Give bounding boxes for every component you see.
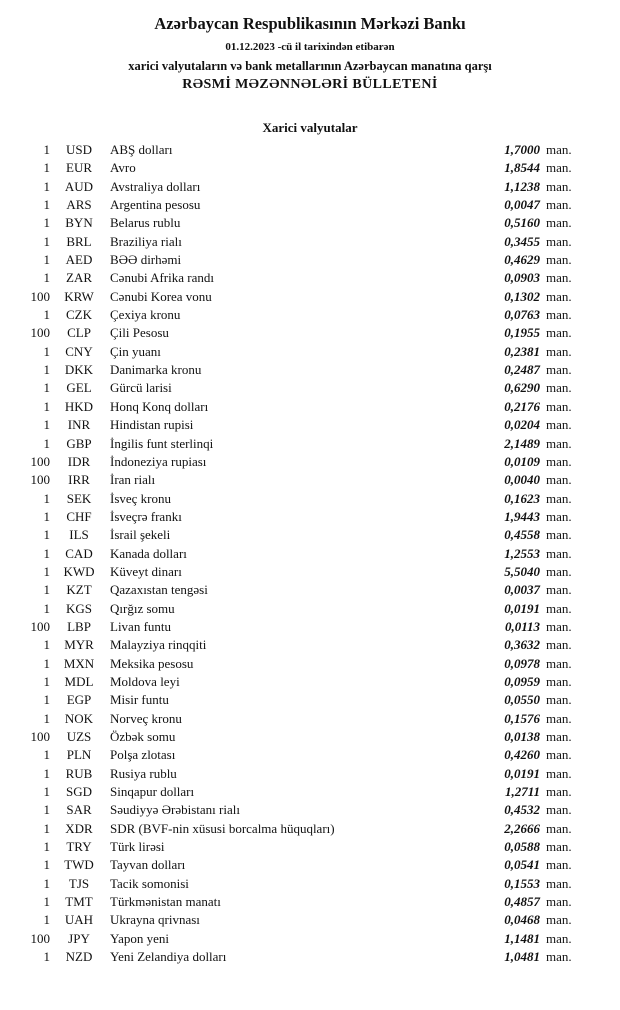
unit-label: man. <box>546 288 572 304</box>
rate-value: 2,2666 <box>504 820 540 836</box>
currency-name: Avstraliya dolları <box>110 178 201 194</box>
unit-label: man. <box>546 453 572 469</box>
currency-name: Belarus rublu <box>110 215 181 231</box>
rate-quantity: 100 <box>30 930 50 946</box>
unit-label: man. <box>546 508 572 524</box>
currency-code: CZK <box>66 307 92 323</box>
rate-quantity: 1 <box>43 894 50 910</box>
rate-quantity: 100 <box>30 453 50 469</box>
unit-label: man. <box>546 820 572 836</box>
unit-label: man. <box>546 692 572 708</box>
currency-name: Çili Pesosu <box>110 325 169 341</box>
table-row <box>24 508 588 526</box>
rate-value: 0,1553 <box>504 875 540 891</box>
rate-quantity: 1 <box>43 765 50 781</box>
currency-name: Kanada dolları <box>110 545 187 561</box>
table-row <box>24 471 588 489</box>
unit-label: man. <box>546 472 572 488</box>
table-row <box>24 361 588 379</box>
currency-name: Səudiyyə Ərəbistanı rialı <box>110 802 240 818</box>
currency-code: KWD <box>63 563 95 579</box>
unit-label: man. <box>546 839 572 855</box>
currency-name: İndoneziya rupiası <box>110 453 207 469</box>
rate-value: 1,2553 <box>504 545 540 561</box>
currency-code: CNY <box>65 343 93 359</box>
table-row <box>24 379 588 397</box>
table-row <box>24 141 588 159</box>
rate-quantity: 1 <box>43 233 50 249</box>
currency-code: TWD <box>64 857 94 873</box>
currency-code: UAH <box>64 912 94 928</box>
currency-name: Malayziya rinqqiti <box>110 637 207 653</box>
table-row <box>24 269 588 287</box>
table-row <box>24 618 588 636</box>
currency-code: SEK <box>66 490 92 506</box>
rate-value: 0,0047 <box>504 197 540 213</box>
rate-quantity: 1 <box>43 563 50 579</box>
rate-quantity: 1 <box>43 307 50 323</box>
rate-value: 0,4629 <box>504 252 540 268</box>
rate-quantity: 1 <box>43 582 50 598</box>
currency-name: Norveç kronu <box>110 710 182 726</box>
rate-value: 0,5160 <box>504 215 540 231</box>
rate-value: 2,1489 <box>504 435 540 451</box>
rate-quantity: 1 <box>43 398 50 414</box>
rate-quantity: 1 <box>43 160 50 176</box>
rate-value: 0,0191 <box>504 600 540 616</box>
currency-name: Tayvan dolları <box>110 857 186 873</box>
rate-quantity: 1 <box>43 435 50 451</box>
currency-code: KRW <box>64 288 94 304</box>
rate-quantity: 1 <box>43 655 50 671</box>
rate-quantity: 100 <box>30 618 50 634</box>
unit-label: man. <box>546 894 572 910</box>
currency-name: Qazaxıstan tengəsi <box>110 582 208 598</box>
rate-value: 0,0763 <box>504 307 540 323</box>
rate-quantity: 1 <box>43 362 50 378</box>
rate-value: 0,4558 <box>504 527 540 543</box>
rate-value: 0,0037 <box>504 582 540 598</box>
rate-value: 0,0113 <box>504 618 540 634</box>
currency-code: MXN <box>63 655 95 671</box>
rate-quantity: 1 <box>43 949 50 965</box>
unit-label: man. <box>546 233 572 249</box>
currency-name: SDR (BVF-nin xüsusi borcalma hüquqları) <box>110 820 335 836</box>
currency-code: RUB <box>65 765 93 781</box>
rate-quantity: 1 <box>43 215 50 231</box>
table-row <box>24 398 588 416</box>
rate-quantity: 1 <box>43 545 50 561</box>
rate-value: 0,4532 <box>504 802 540 818</box>
table-row <box>24 453 588 471</box>
rate-quantity: 1 <box>43 875 50 891</box>
currency-code: EUR <box>66 160 92 176</box>
currency-name: Sinqapur dolları <box>110 784 195 800</box>
table-row <box>24 435 588 453</box>
rate-quantity: 1 <box>43 142 50 157</box>
currency-name: Livan funtu <box>110 618 172 634</box>
unit-label: man. <box>546 747 572 763</box>
table-row <box>24 343 588 361</box>
unit-label: man. <box>546 949 572 965</box>
rate-quantity: 1 <box>43 673 50 689</box>
table-row <box>24 214 588 232</box>
table-row <box>24 306 588 324</box>
currency-code: SGD <box>65 784 92 800</box>
table-row <box>24 746 588 764</box>
currency-name: Qırğız somu <box>110 600 175 616</box>
currency-code: ZAR <box>66 270 92 286</box>
currency-code: KGS <box>65 600 92 616</box>
unit-label: man. <box>546 380 572 396</box>
table-row <box>24 251 588 269</box>
unit-label: man. <box>546 784 572 800</box>
rate-quantity: 1 <box>43 508 50 524</box>
currency-code: LBP <box>67 618 91 634</box>
table-row <box>24 838 588 856</box>
rate-value: 0,2381 <box>504 343 540 359</box>
rate-quantity: 100 <box>30 288 50 304</box>
effective-date-line: 01.12.2023 -cü il tarixindən etibarən <box>225 41 395 53</box>
rate-value: 1,9443 <box>504 508 540 524</box>
table-row <box>24 196 588 214</box>
rate-value: 0,0109 <box>504 453 540 469</box>
table-row <box>24 673 588 691</box>
currency-name: Cənubi Afrika randı <box>110 270 214 286</box>
currency-name: Özbək somu <box>110 729 176 744</box>
table-row <box>24 636 588 654</box>
unit-label: man. <box>546 930 572 946</box>
unit-label: man. <box>546 618 572 634</box>
table-row <box>24 581 588 599</box>
rate-value: 0,1955 <box>504 325 540 341</box>
unit-label: man. <box>546 527 572 543</box>
currency-name: Argentina pesosu <box>110 197 201 213</box>
currency-name: İran rialı <box>110 472 156 488</box>
currency-code: IRR <box>68 472 90 488</box>
rate-value: 1,1481 <box>504 930 540 946</box>
rate-value: 0,0040 <box>504 472 540 488</box>
currency-name: Tacik somonisi <box>110 875 189 891</box>
currency-name: Hindistan rupisi <box>110 417 194 433</box>
rate-value: 0,3632 <box>504 637 540 653</box>
table-row <box>24 490 588 508</box>
currency-code: KZT <box>66 582 92 598</box>
table-row <box>24 728 588 746</box>
unit-label: man. <box>546 252 572 268</box>
currency-code: CHF <box>66 508 92 524</box>
currency-name: Türkmənistan manatı <box>110 894 221 910</box>
document-subtitle: xarici valyutaların və bank metallarının Azərbaycan manatına qarşı <box>128 59 492 73</box>
currency-code: TRY <box>66 839 92 855</box>
unit-label: man. <box>546 857 572 873</box>
table-row <box>24 820 588 838</box>
rate-quantity: 1 <box>43 784 50 800</box>
unit-label: man. <box>546 362 572 378</box>
unit-label: man. <box>546 600 572 616</box>
rate-value: 0,0204 <box>504 417 540 433</box>
rate-value: 0,0978 <box>504 655 540 671</box>
unit-label: man. <box>546 160 572 176</box>
unit-label: man. <box>546 490 572 506</box>
rate-quantity: 1 <box>43 710 50 726</box>
currency-code: XDR <box>65 820 93 836</box>
rate-quantity: 1 <box>43 527 50 543</box>
table-row <box>24 930 588 948</box>
rate-quantity: 1 <box>43 380 50 396</box>
currency-code: GEL <box>66 380 92 396</box>
rate-quantity: 1 <box>43 747 50 763</box>
rates-table <box>0 139 620 966</box>
unit-label: man. <box>546 582 572 598</box>
table-row <box>24 801 588 819</box>
currency-name: Yapon yeni <box>110 930 169 946</box>
currency-name: Küveyt dinarı <box>110 563 182 579</box>
currency-name: Meksika pesosu <box>110 655 194 671</box>
currency-name: Yeni Zelandiya dolları <box>110 949 227 965</box>
unit-label: man. <box>546 343 572 359</box>
rate-quantity: 100 <box>30 325 50 341</box>
currency-code: TJS <box>68 875 90 891</box>
unit-label: man. <box>546 802 572 818</box>
rate-quantity: 1 <box>43 857 50 873</box>
rate-quantity: 1 <box>43 270 50 286</box>
table-row <box>24 710 588 728</box>
currency-code: DKK <box>64 362 94 378</box>
rate-value: 0,0138 <box>504 729 540 744</box>
currency-name: Çexiya kronu <box>110 307 181 323</box>
unit-label: man. <box>546 197 572 213</box>
table-row <box>24 856 588 874</box>
currency-code: AUD <box>64 178 94 194</box>
table-row <box>24 178 588 196</box>
currency-name: Türk lirəsi <box>110 839 165 855</box>
rate-value: 0,2487 <box>504 362 540 378</box>
table-row <box>24 765 588 783</box>
rate-quantity: 1 <box>43 197 50 213</box>
unit-label: man. <box>546 710 572 726</box>
rate-value: 0,0191 <box>504 765 540 781</box>
rate-quantity: 1 <box>43 692 50 708</box>
unit-label: man. <box>546 655 572 671</box>
currency-code: NZD <box>65 949 93 965</box>
table-row <box>24 563 588 581</box>
unit-label: man. <box>546 417 572 433</box>
currency-code: GBP <box>66 435 92 451</box>
rate-quantity: 1 <box>43 343 50 359</box>
currency-name: Honq Konq dolları <box>110 398 209 414</box>
table-row <box>24 691 588 709</box>
unit-label: man. <box>546 307 572 323</box>
currency-name: Gürcü larisi <box>110 380 172 396</box>
unit-label: man. <box>546 875 572 891</box>
currency-code: AED <box>65 252 93 268</box>
rate-value: 1,1238 <box>504 178 540 194</box>
currency-name: Avro <box>110 160 136 176</box>
rate-value: 0,3455 <box>504 233 540 249</box>
currency-name: Braziliya rialı <box>110 233 182 249</box>
unit-label: man. <box>546 325 572 341</box>
currency-name: İsrail şekeli <box>110 527 171 543</box>
unit-label: man. <box>546 563 572 579</box>
rate-value: 5,5040 <box>504 563 540 579</box>
currency-name: İsveç kronu <box>110 490 172 506</box>
table-row <box>24 600 588 618</box>
rate-value: 0,4260 <box>504 747 540 763</box>
document-header <box>0 14 620 93</box>
rate-quantity: 1 <box>43 417 50 433</box>
table-row <box>24 911 588 929</box>
table-row <box>24 416 588 434</box>
unit-label: man. <box>546 398 572 414</box>
rate-value: 0,0541 <box>504 857 540 873</box>
rate-value: 0,0903 <box>504 270 540 286</box>
currency-code: BYN <box>65 215 93 231</box>
currency-code: PLN <box>66 747 92 763</box>
table-row <box>24 324 588 342</box>
currency-name: İngilis funt sterlinqi <box>110 435 214 451</box>
rate-value: 1,0481 <box>504 949 540 965</box>
rate-quantity: 1 <box>43 490 50 506</box>
unit-label: man. <box>546 765 572 781</box>
rate-quantity: 1 <box>43 820 50 836</box>
rate-value: 0,1576 <box>504 710 540 726</box>
currency-code: MYR <box>64 637 94 653</box>
rate-value: 0,0468 <box>504 912 540 928</box>
table-row <box>24 783 588 801</box>
table-row <box>24 159 588 177</box>
rate-quantity: 100 <box>30 472 50 488</box>
currency-name: İsveçrə frankı <box>110 508 182 524</box>
currency-code: CLP <box>67 325 91 341</box>
currency-code: TMT <box>65 894 93 910</box>
table-row <box>24 233 588 251</box>
rate-value: 0,1623 <box>504 490 540 506</box>
rate-value: 1,7000 <box>504 142 540 157</box>
currency-code: JPY <box>68 930 90 946</box>
unit-label: man. <box>546 142 572 157</box>
rate-value: 0,2176 <box>504 398 540 414</box>
currency-code: MDL <box>64 673 94 689</box>
rate-quantity: 1 <box>43 912 50 928</box>
rate-value: 0,0588 <box>504 839 540 855</box>
rate-value: 1,8544 <box>504 160 540 176</box>
currency-name: Çin yuanı <box>110 343 161 359</box>
currency-name: ABŞ dolları <box>110 142 173 157</box>
currency-code: NOK <box>64 710 94 726</box>
currency-name: Rusiya rublu <box>110 765 177 781</box>
unit-label: man. <box>546 435 572 451</box>
table-row <box>24 875 588 893</box>
currency-name: Danimarka kronu <box>110 362 202 378</box>
rate-value: 0,0959 <box>504 673 540 689</box>
currency-name: Ukrayna qrivnası <box>110 912 200 928</box>
currency-code: INR <box>67 417 91 433</box>
currency-code: HKD <box>64 398 94 414</box>
unit-label: man. <box>546 912 572 928</box>
currency-code: UZS <box>66 729 92 744</box>
rate-value: 1,2711 <box>504 784 540 800</box>
rate-value: 0,4857 <box>504 894 540 910</box>
table-row <box>24 655 588 673</box>
currency-code: IDR <box>67 453 91 469</box>
currency-code: ARS <box>66 197 92 213</box>
section-heading-foreign-currencies: Xarici valyutalar <box>262 120 358 135</box>
currency-name: Cənubi Korea vonu <box>110 288 212 304</box>
bulletin-title: RƏSMİ MƏZƏNNƏLƏRİ BÜLLETENİ <box>182 77 438 92</box>
rate-quantity: 1 <box>43 252 50 268</box>
unit-label: man. <box>546 178 572 194</box>
rate-quantity: 1 <box>43 839 50 855</box>
currency-name: Moldova leyi <box>110 673 180 689</box>
currency-code: CAD <box>65 545 93 561</box>
currency-name: Misir funtu <box>110 692 169 708</box>
rate-value: 0,6290 <box>504 380 540 396</box>
currency-code: BRL <box>66 233 92 249</box>
unit-label: man. <box>546 729 572 744</box>
currency-code: SAR <box>66 802 92 818</box>
table-row <box>24 526 588 544</box>
table-row <box>24 545 588 563</box>
rate-quantity: 100 <box>30 729 50 744</box>
rate-quantity: 1 <box>43 600 50 616</box>
table-row <box>24 288 588 306</box>
currency-code: USD <box>65 142 92 157</box>
table-row <box>24 893 588 911</box>
table-row <box>24 948 588 966</box>
rate-value: 0,1302 <box>504 288 540 304</box>
currency-code: ILS <box>69 527 89 543</box>
rate-quantity: 1 <box>43 802 50 818</box>
currency-name: Polşa zlotası <box>110 747 176 763</box>
unit-label: man. <box>546 270 572 286</box>
rate-quantity: 1 <box>43 178 50 194</box>
unit-label: man. <box>546 215 572 231</box>
currency-code: EGP <box>66 692 92 708</box>
rate-value: 0,0550 <box>504 692 540 708</box>
unit-label: man. <box>546 637 572 653</box>
unit-label: man. <box>546 673 572 689</box>
unit-label: man. <box>546 545 572 561</box>
currency-name: BƏƏ dirhəmi <box>110 252 182 268</box>
page-title: Azərbaycan Respublikasının Mərkəzi Bankı <box>154 14 466 33</box>
rate-quantity: 1 <box>43 637 50 653</box>
